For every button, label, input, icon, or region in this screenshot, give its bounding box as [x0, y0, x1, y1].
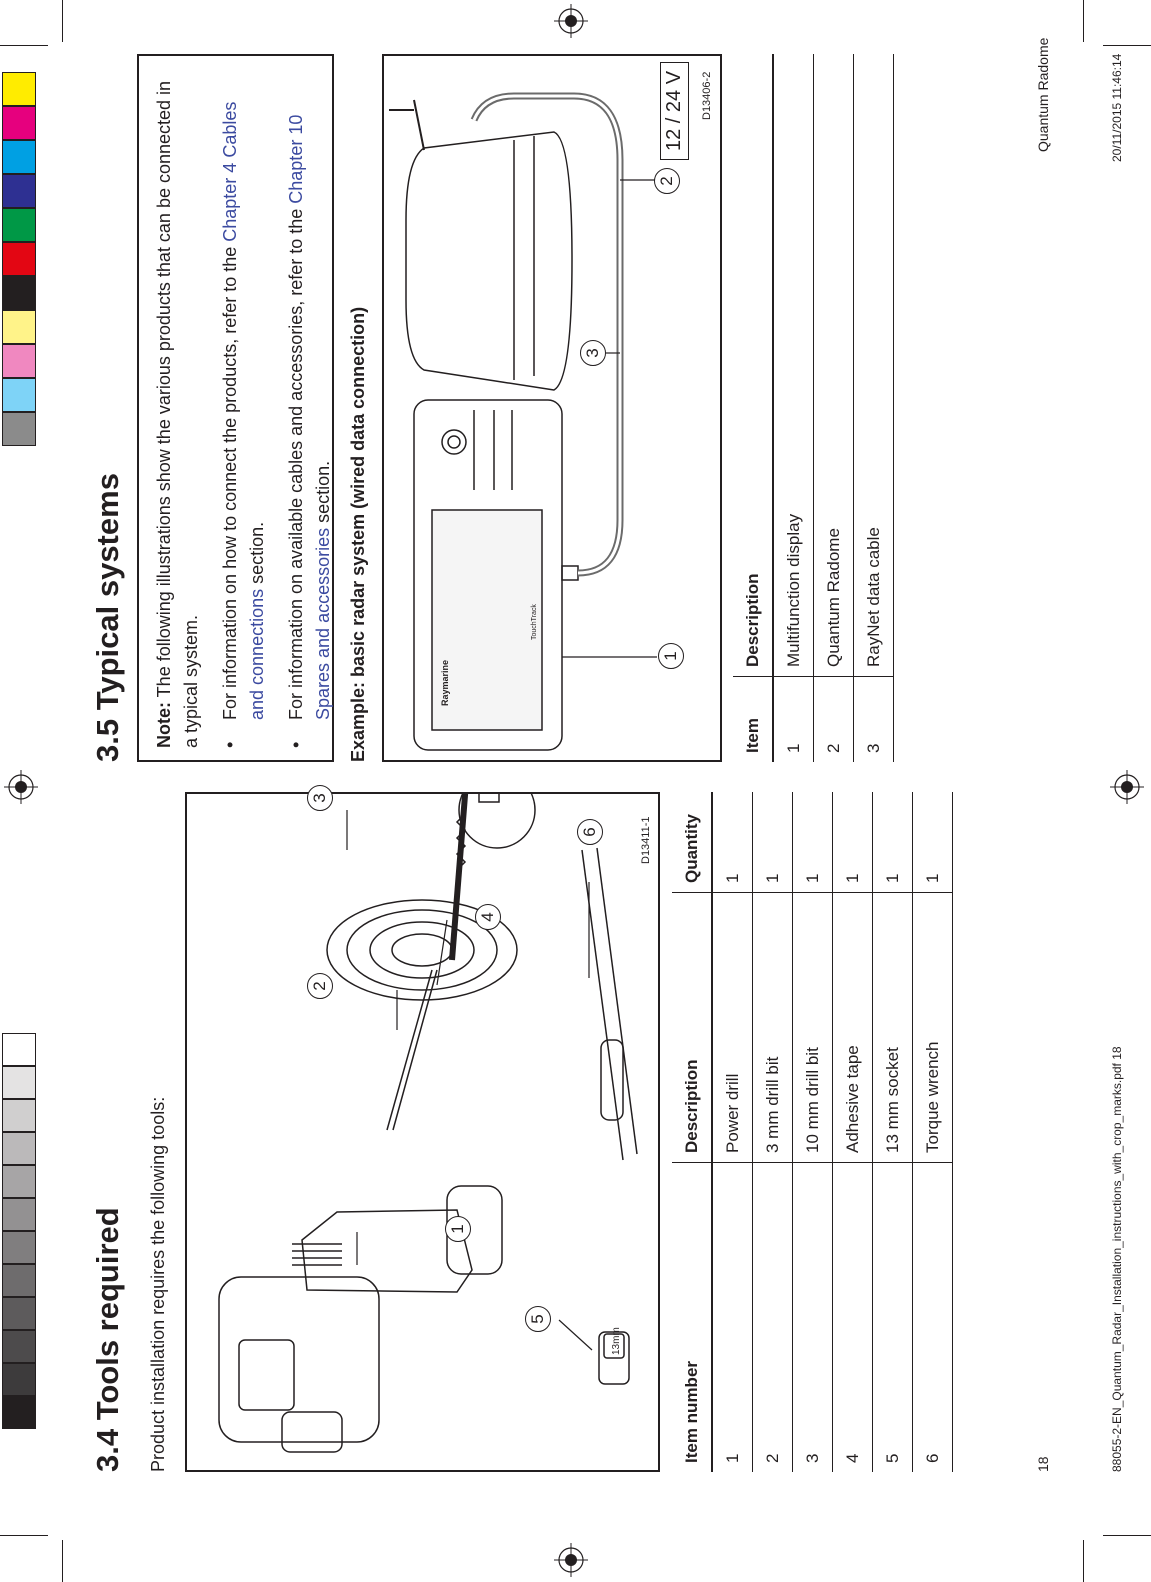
item-cell: 1: [773, 677, 814, 763]
table-row: [773, 54, 814, 762]
tools-table: [672, 792, 953, 1472]
col-item: Item: [733, 677, 773, 763]
quantity-cell: 1: [712, 792, 753, 893]
description-cell: Multifunction display: [773, 54, 814, 677]
display-model: TouchTrack: [531, 604, 538, 640]
bullet-text: section.: [247, 521, 267, 589]
bullet-text: For information on available cables and accessories, refer to the: [286, 203, 306, 720]
description-cell: 10 mm drill bit: [793, 893, 833, 1163]
system-callout-2: 2: [654, 168, 680, 194]
quantity-cell: 1: [833, 792, 873, 893]
table-row: [712, 792, 753, 1472]
item-cell: 2: [814, 677, 854, 763]
item-number-cell: 4: [833, 1163, 873, 1473]
table-header-row: [672, 792, 712, 1472]
chapter-link[interactable]: Chapter 4 Cables and connections: [220, 101, 267, 720]
section-title-tools: 3.4 Tools required: [90, 1207, 125, 1472]
item-number-cell: 3: [793, 1163, 833, 1473]
bullet-text: For information on how to connect the products, refer to the: [220, 241, 240, 720]
power-supply-label: 12 / 24 V: [660, 62, 689, 160]
socket-size-label: 13mm: [611, 1327, 622, 1355]
description-cell: 3 mm drill bit: [753, 893, 793, 1163]
quantum-radome-icon: [406, 132, 572, 390]
system-callout-3: 3: [580, 340, 606, 366]
callout-4: 4: [475, 904, 501, 930]
item-number-cell: 5: [873, 1163, 913, 1473]
callout-2: 2: [307, 973, 333, 999]
callout-leaders: [347, 810, 592, 1350]
description-cell: RayNet data cable: [854, 54, 894, 677]
table-row: [793, 792, 833, 1472]
description-cell: Power drill: [712, 893, 753, 1163]
section-title-systems: 3.5 Typical systems: [90, 473, 125, 762]
system-figure: [382, 54, 722, 762]
table-row: [854, 54, 894, 762]
description-cell: Adhesive tape: [833, 893, 873, 1163]
raynet-cable-icon: [474, 96, 620, 573]
item-cell: 3: [854, 677, 894, 763]
description-cell: Quantum Radome: [814, 54, 854, 677]
col-description: Description: [672, 893, 712, 1163]
callout-5: 5: [525, 1306, 551, 1332]
quantity-cell: 1: [873, 792, 913, 893]
quantity-cell: 1: [913, 792, 953, 893]
bullet-icon: •: [286, 741, 306, 748]
tools-figure: [185, 792, 660, 1472]
col-item-number: Item number: [672, 1163, 712, 1473]
footer-timestamp: 20/11/2015 11:46:14: [1110, 53, 1124, 162]
note-box: [137, 54, 334, 762]
torque-wrench-icon: [459, 794, 637, 1160]
table-row: [833, 792, 873, 1472]
display-brand: Raymarine: [440, 659, 450, 706]
bullet-item: [283, 68, 337, 748]
callout-1: 1: [445, 1216, 471, 1242]
tools-intro: Product installation requires the following tools:: [148, 1096, 168, 1472]
chapter-link[interactable]: Chapter 10 Spares and accessories: [286, 114, 333, 720]
table-row: [814, 54, 854, 762]
callout-leaders: [562, 180, 659, 657]
bullet-text: section.: [313, 460, 333, 528]
col-description: Description: [733, 54, 773, 677]
col-quantity: Quantity: [672, 792, 712, 893]
note-label: Note:: [154, 702, 174, 748]
footer-file-info: 88055-2-EN_Quantum_Radar_Installation_instructions_with_crop_marks.pdf 18: [1110, 1046, 1124, 1472]
figure-id-tools: D13411-1: [640, 816, 652, 864]
system-table: [733, 54, 894, 762]
page-number: 18: [1035, 1456, 1051, 1472]
table-row: [873, 792, 913, 1472]
item-number-cell: 6: [913, 1163, 953, 1473]
item-number-cell: 2: [753, 1163, 793, 1473]
item-number-cell: 1: [712, 1163, 753, 1473]
figure-id-system: D13406-2: [701, 71, 713, 120]
quantity-cell: 1: [793, 792, 833, 893]
bullet-item: [217, 68, 271, 748]
callout-6: 6: [577, 819, 603, 845]
drill-bit-small-icon: [387, 970, 437, 1130]
power-lead-icon: [414, 100, 424, 150]
footer-product: Quantum Radome: [1035, 37, 1051, 152]
quantity-cell: 1: [753, 792, 793, 893]
table-header-row: [733, 54, 773, 762]
description-cell: Torque wrench: [913, 893, 953, 1163]
system-callout-1: 1: [658, 643, 684, 669]
description-cell: 13 mm socket: [873, 893, 913, 1163]
callout-3: 3: [307, 785, 333, 811]
multifunction-display-icon: [414, 400, 578, 750]
tools-illustration: [187, 794, 658, 1470]
example-label: Example: basic radar system (wired data connection): [348, 306, 368, 762]
table-row: [753, 792, 793, 1472]
note-text: The following illustrations show the various products that can be connected in a typical system.: [154, 80, 201, 748]
note-bullets: [217, 68, 337, 748]
bullet-icon: •: [220, 741, 240, 748]
table-row: [913, 792, 953, 1472]
